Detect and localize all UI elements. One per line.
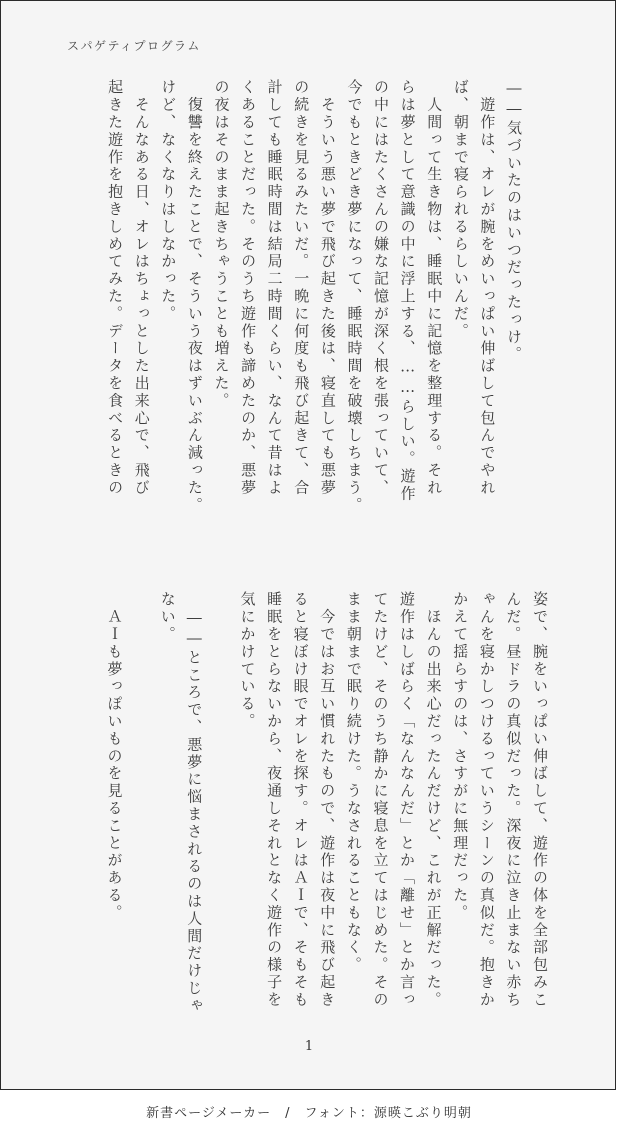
text-column: けど、なくなりはしなかった。 bbox=[159, 79, 178, 323]
text-column: ば、朝まで寝られるらしいんだ。 bbox=[451, 79, 470, 340]
text-column: ――気づいたのはいつだったっけ。 bbox=[505, 79, 523, 364]
text-column: かえて揺らすのは、さすがに無理だった。 bbox=[451, 591, 470, 922]
text-column: ＡＩも夢っぽいものを見ることがある。 bbox=[105, 591, 124, 922]
text-column: 復讐を終えたことで、そういう夜はずいぶん減った。 bbox=[185, 79, 204, 514]
text-column: 人間って生き物は、睡眠中に記憶を整理する。それ bbox=[425, 79, 444, 497]
text-column: ない。 bbox=[158, 591, 177, 644]
text-column: ると寝ぼけ眼でオレを探す。オレはＡＩで、そもそも bbox=[291, 591, 310, 1009]
text-column: の続きを見るみたいだ。一晩に何度も飛び起きて、合 bbox=[292, 79, 311, 497]
text-column: 遊作はしばらく「なんなんだ」とか「離せ」とか言っ bbox=[398, 591, 417, 1009]
text-column: ――ところで、悪夢に悩まされるのは人間だけじゃ bbox=[185, 591, 204, 1015]
text-column: 今ではお互い慣れたもので、遊作は夜中に飛び起き bbox=[318, 591, 337, 1009]
text-column: の中にはたくさんの嫌な記憶が深く根を張っていて、 bbox=[372, 79, 391, 497]
text-column: 姿で、腕をいっぱい伸ばして、遊作の体を全部包みこ bbox=[531, 591, 549, 1009]
text-column: くあることだった。そのうち遊作も諦めたのか、悪夢 bbox=[239, 79, 258, 497]
text-column: んだ。昼ドラの真似だった。深夜に泣き止まない赤ち bbox=[504, 591, 523, 1009]
text-column: ゃんを寝かしつけるっていうシーンの真似だ。抱きか bbox=[477, 591, 496, 1009]
text-column: らは夢として意識の中に浮上する、……らしい。遊作 bbox=[398, 79, 417, 503]
text-column bbox=[207, 591, 234, 1031]
text-column: の夜はそのまま起きちゃうことも増えた。 bbox=[212, 79, 231, 410]
text-column: まま朝まで眠り続けた。うなされることもなく。 bbox=[344, 591, 363, 974]
text-column: 睡眠をとらないから、夜通しそれとなく遊作の様子を bbox=[265, 591, 284, 1009]
text-column: 今でもときどき夢になって、睡眠時間を破壊しちまう。 bbox=[345, 79, 364, 514]
text-column: てたけど、そのうち静かに寝息を立てはじめた。その bbox=[371, 591, 390, 1009]
text-column: そういう悪い夢で飛び起きた後は、寝直しても悪夢 bbox=[318, 79, 337, 497]
text-column: 計しても睡眠時間は結局二時間くらい、なんて昔はよ bbox=[265, 79, 284, 497]
page-header-title: スパゲティプログラム bbox=[67, 39, 201, 53]
text-block-bottom bbox=[101, 591, 553, 1031]
text-column: そんなある日、オレはちょっとした出来心で、飛び bbox=[132, 79, 151, 497]
text-column: 気にかけている。 bbox=[238, 591, 257, 731]
text-column: ほんの出来心だったんだけど、これが正解だった。 bbox=[424, 591, 443, 1009]
page-number: 1 bbox=[304, 1039, 314, 1054]
text-block-top bbox=[102, 79, 528, 533]
text-column: 遊作は、オレが腕をめいっぱい伸ばして包んでやれ bbox=[478, 79, 497, 497]
credit-line: 新書ページメーカー / フォント：源暎こぶり明朝 bbox=[146, 1106, 472, 1121]
text-column bbox=[128, 591, 155, 1031]
text-column: 起きた遊作を抱きしめてみた。データを食べるときの bbox=[106, 79, 125, 497]
